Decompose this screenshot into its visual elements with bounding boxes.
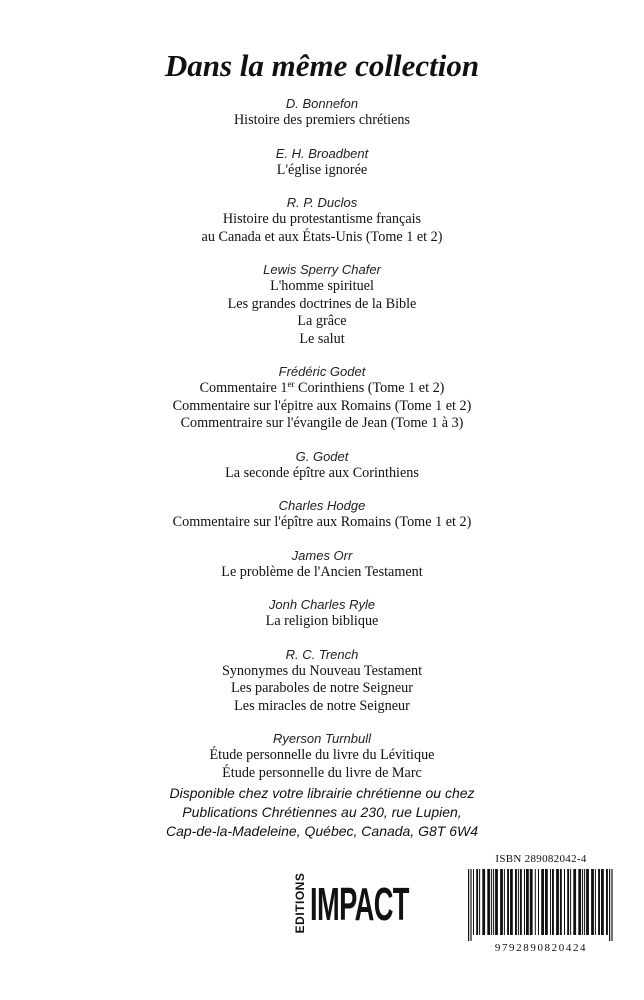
book-entry xyxy=(0,363,644,433)
author-name: R. C. Trench xyxy=(285,646,359,662)
barcode-bar xyxy=(573,869,576,935)
barcode-bar xyxy=(570,869,571,935)
author-name: D. Bonnefon xyxy=(285,96,359,111)
availability-line: Disponible chez votre librairie chrétienne ou chez xyxy=(169,785,475,801)
barcode-bar xyxy=(470,869,471,941)
barcode-bar xyxy=(515,869,517,935)
publisher-logo xyxy=(290,864,434,942)
isbn-barcode xyxy=(462,852,620,958)
logo-impact-text: IMPACT xyxy=(310,879,409,931)
barcode-bar xyxy=(479,869,480,935)
barcode-bar xyxy=(556,869,559,935)
barcode-bar xyxy=(482,869,485,935)
barcode-bar xyxy=(564,869,565,935)
book-title: Les grandes doctrines de la Bible xyxy=(227,295,417,312)
barcode-bar xyxy=(584,869,585,935)
book-title: Étude personnelle du livre du Lévitique xyxy=(209,747,435,763)
book-entry xyxy=(0,646,644,716)
availability-notice xyxy=(0,784,644,841)
barcode-bar xyxy=(526,869,529,935)
book-title: Les miracles de notre Seigneur xyxy=(234,697,410,714)
barcode-bar xyxy=(500,869,503,935)
collection-title: Dans la même collection xyxy=(164,48,480,83)
author-name: E. H. Broadbent xyxy=(275,145,369,161)
author-name: James Orr xyxy=(291,547,353,563)
book-title: L'église ignorée xyxy=(276,161,368,178)
book-entry xyxy=(0,448,644,483)
barcode-bar xyxy=(601,869,604,935)
book-title: Histoire des premiers chrétiens xyxy=(233,112,411,128)
book-title: Commentaire sur l'épître aux Romains (Tome 1 et 2) xyxy=(172,514,472,530)
barcode-bar xyxy=(530,869,533,935)
book-title: Le salut xyxy=(299,330,345,347)
book-title: Commentraire sur l'évangile de Jean (Tome 1 à 3) xyxy=(180,415,464,431)
book-title: Les paraboles de notre Seigneur xyxy=(230,680,413,696)
book-entry xyxy=(0,497,644,532)
barcode-bar xyxy=(595,869,596,935)
book-title: La religion biblique xyxy=(265,613,379,629)
author-name: Ryerson Turnbull xyxy=(272,731,372,746)
book-entry xyxy=(0,596,644,631)
book-entry xyxy=(0,194,644,246)
author-name: Frédéric Godet xyxy=(278,364,366,379)
book-entry xyxy=(0,95,644,130)
barcode-bar xyxy=(493,869,494,935)
barcode-bars xyxy=(462,869,620,941)
barcode-bar xyxy=(598,869,600,935)
book-title-end: Corinthiens (Tome 1 et 2) xyxy=(294,380,445,396)
book-title: Le problème de l'Ancien Testament xyxy=(221,563,423,580)
logo-editions-text: EDITIONS xyxy=(293,872,307,934)
barcode-bar xyxy=(591,869,594,935)
barcode-bar xyxy=(567,869,569,935)
barcode-bar xyxy=(541,869,544,935)
barcode-bar xyxy=(586,869,589,935)
barcode-bar xyxy=(550,869,551,935)
barcode-bar xyxy=(606,869,608,935)
barcode-bar xyxy=(495,869,498,935)
barcode-bar xyxy=(487,869,490,935)
author-name: G. Godet xyxy=(295,448,349,464)
book-entry xyxy=(0,261,644,348)
book-title: L'homme spirituel xyxy=(270,278,374,294)
barcode-bar xyxy=(473,869,474,935)
author-name: Lewis Sperry Chafer xyxy=(263,262,381,277)
barcode-bar xyxy=(476,869,478,935)
barcode-bar xyxy=(520,869,522,935)
availability-line: Publications Chrétiennes au 230, rue Lupien, xyxy=(182,804,462,820)
barcode-bar xyxy=(491,869,492,935)
book-entry xyxy=(0,730,644,782)
isbn-label: ISBN 289082042-4 xyxy=(495,853,587,865)
author-name: Charles Hodge xyxy=(278,498,366,513)
book-title: Étude personnelle du livre de Marc xyxy=(222,764,422,781)
barcode-bar xyxy=(560,869,562,935)
book-title xyxy=(0,380,644,398)
barcode-bar xyxy=(609,869,610,941)
barcode-bar xyxy=(545,869,548,935)
barcode-bar xyxy=(504,869,505,935)
barcode-bar xyxy=(518,869,519,935)
book-title-start: Commentaire 1 xyxy=(199,380,288,396)
book-entry xyxy=(0,145,644,180)
barcode-bar xyxy=(582,869,583,935)
book-entry xyxy=(0,547,644,582)
logo-editions xyxy=(290,864,310,942)
barcode-bar xyxy=(468,869,469,941)
book-title: Histoire du protestantisme français xyxy=(222,211,422,227)
ordinal-superscript: er xyxy=(287,379,295,389)
barcode-digits: 9792890820424 xyxy=(494,942,588,954)
book-list xyxy=(0,95,644,797)
author-name: Jonh Charles Ryle xyxy=(268,597,376,612)
barcode-bar xyxy=(535,869,536,935)
logo-impact xyxy=(310,864,432,942)
barcode-bar xyxy=(538,869,539,935)
author-name: R. P. Duclos xyxy=(286,195,358,210)
availability-line: Cap-de-la-Madeleine, Québec, Canada, G8T 6W4 xyxy=(165,823,479,839)
book-title: Commentaire sur l'épitre aux Romains (Tome 1 et 2) xyxy=(172,397,472,414)
book-title: au Canada et aux États-Unis (Tome 1 et 2) xyxy=(201,228,443,245)
barcode-bar xyxy=(611,869,612,941)
barcode-bar xyxy=(552,869,554,935)
barcode-bar xyxy=(510,869,513,935)
barcode-bar xyxy=(507,869,509,935)
barcode-bar xyxy=(524,869,525,935)
barcode-bar xyxy=(578,869,581,935)
book-title: La seconde épître aux Corinthiens xyxy=(225,464,419,481)
book-title: Synonymes du Nouveau Testament xyxy=(221,662,423,679)
book-title: La grâce xyxy=(297,313,347,329)
